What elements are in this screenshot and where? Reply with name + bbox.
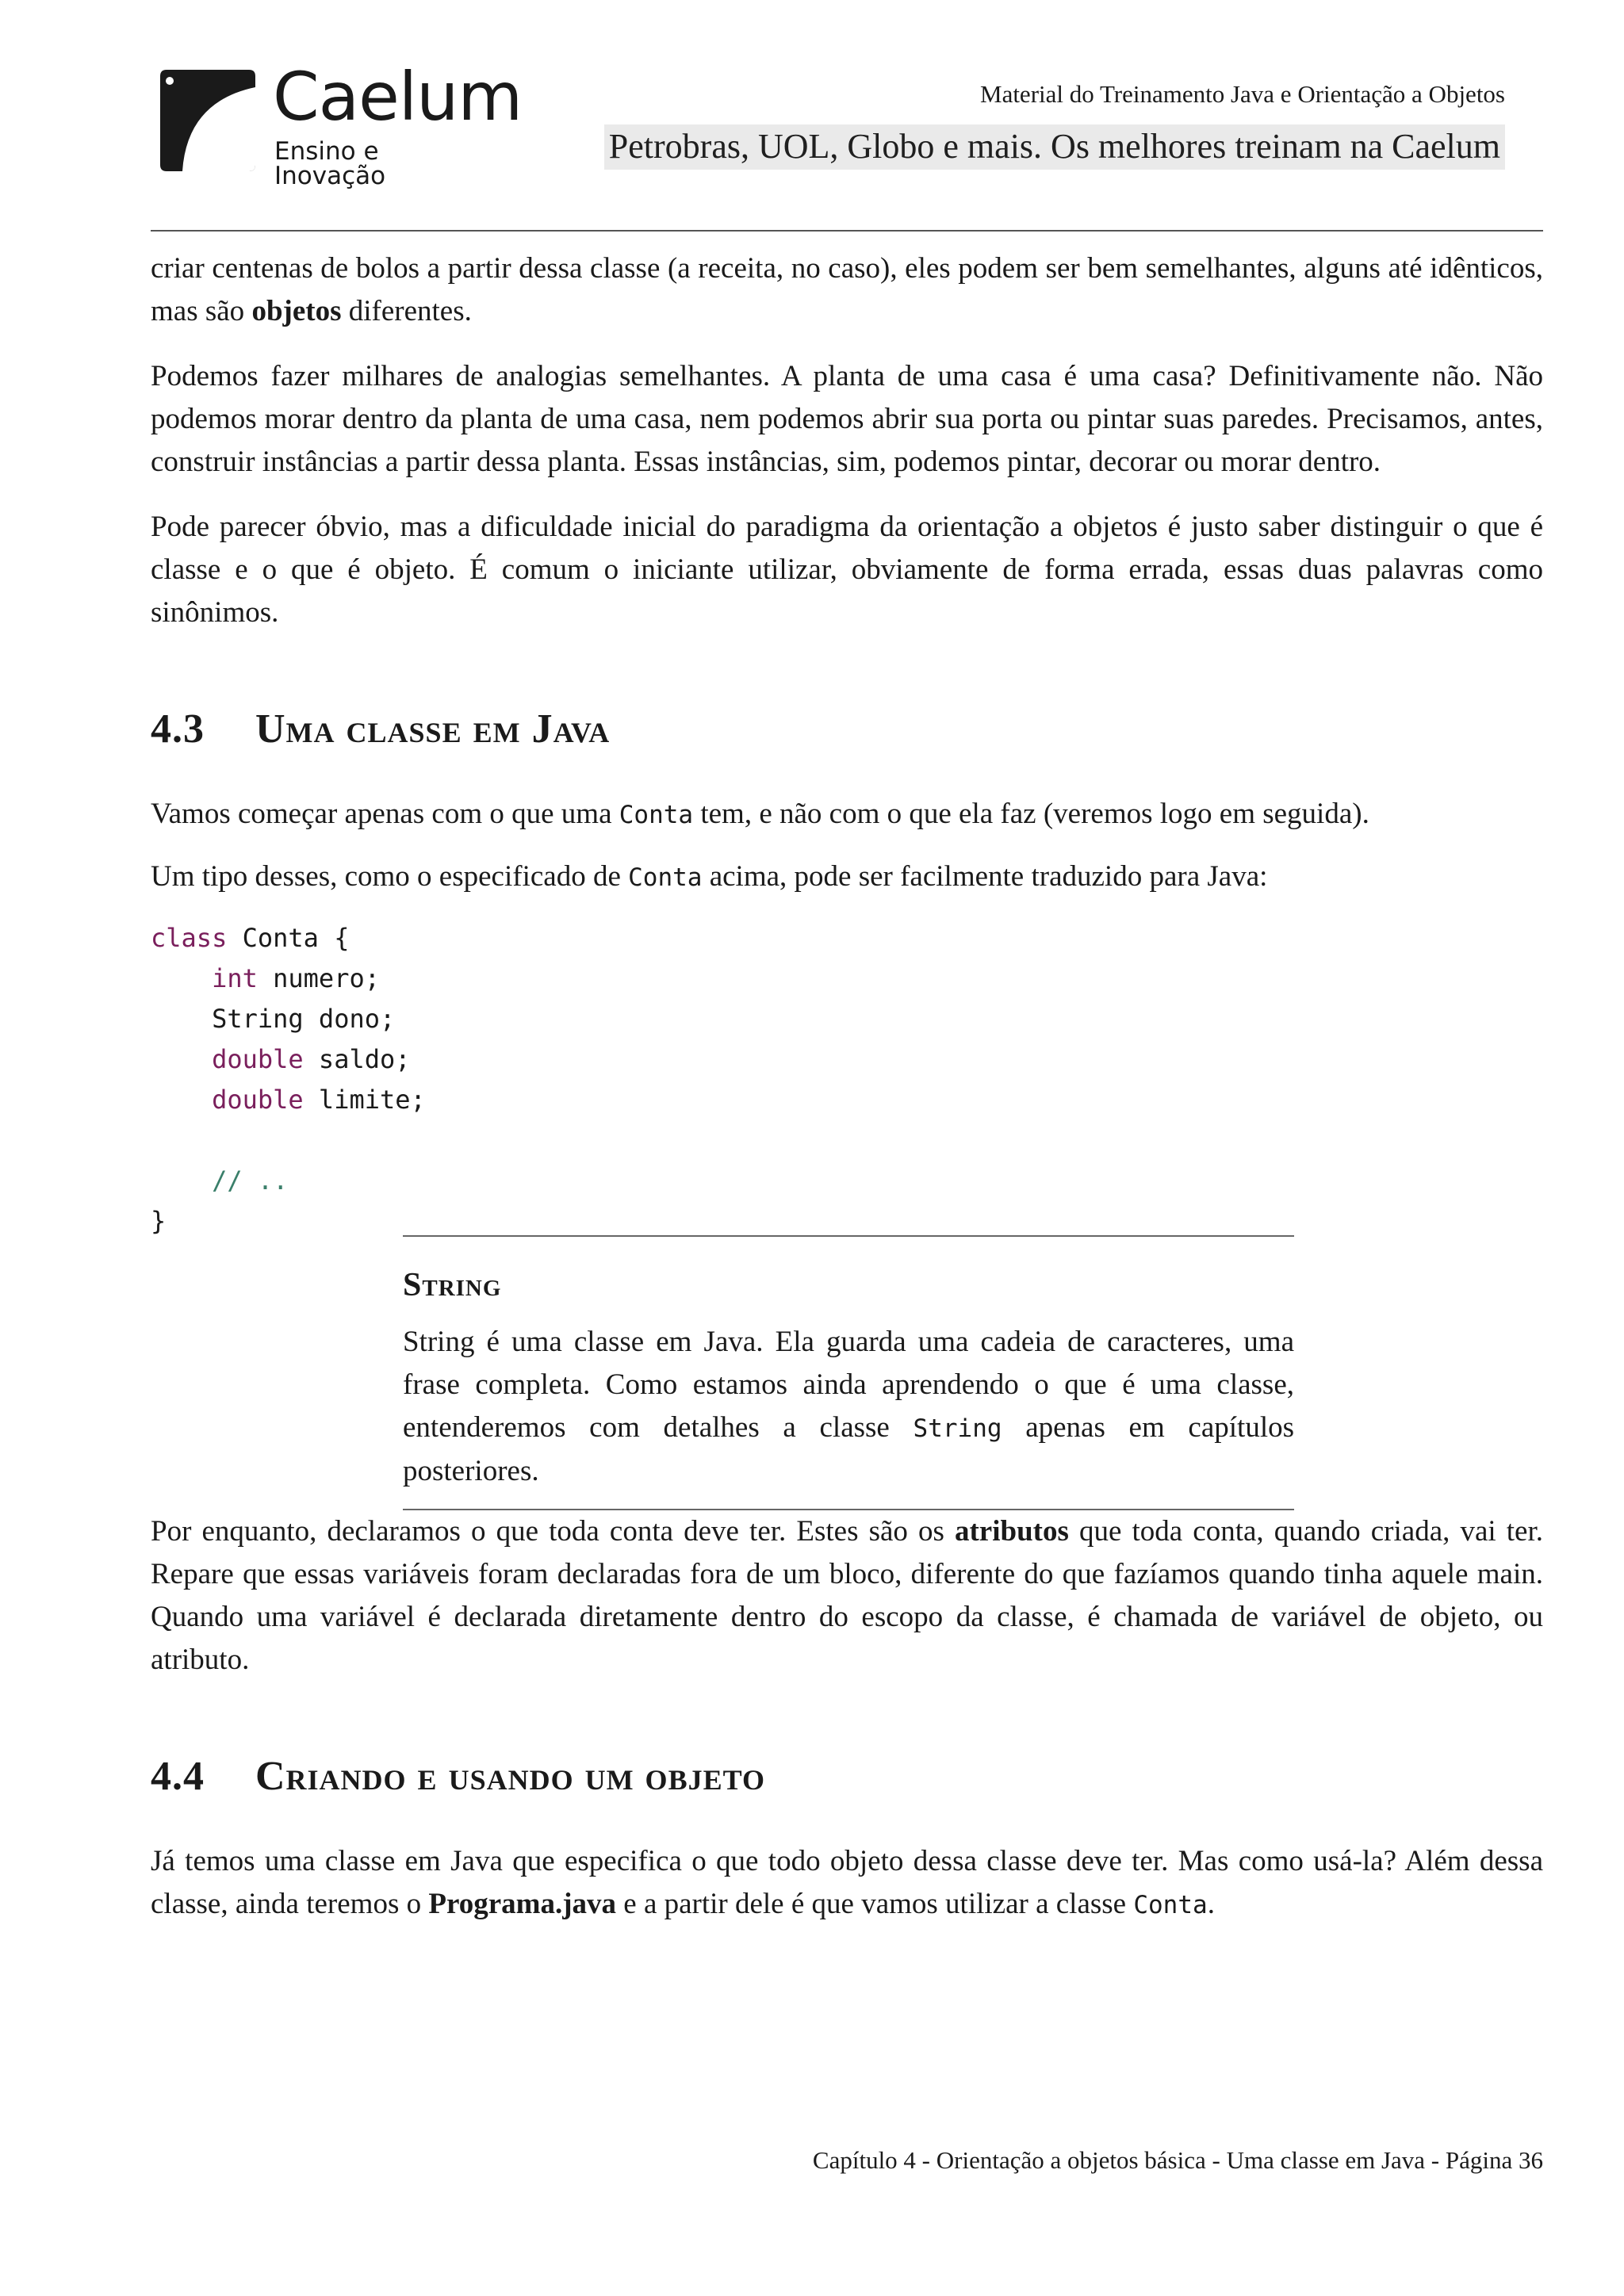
paragraph: Podemos fazer milhares de analogias semelhantes. A planta de uma casa é uma casa? Definitivamente não. Não podemos morar dentro da planta de uma casa, nem podemos abrir sua porta ou pintar suas paredes. Precisamos, antes, construir instâncias a partir dessa planta. Essas instâncias, sim, podemos pintar, decorar ou morar dentro. bbox=[151, 360, 1543, 478]
inline-code: Conta bbox=[628, 863, 703, 892]
caelum-logo bbox=[155, 58, 523, 190]
paragraph: criar centenas de bolos a partir dessa classe (a receita, no caso), eles podem ser bem semelhantes, alguns até idênticos, mas são objetos diferentes. bbox=[151, 252, 1543, 327]
paragraph: Pode parecer óbvio, mas a dificuldade inicial do paradigma da orientação a objetos é justo saber distinguir o que é classe e o que é objeto. É comum o iniciante utilizar, obviamente de forma errada, essas duas palavras como sinônimos. bbox=[151, 511, 1543, 629]
paragraph: Já temos uma classe em Java que especifica o que todo objeto dessa classe deve ter. Mas como usá-la? Além dessa classe, ainda teremos o Programa.java e a partir dele é que vamos utilizar a classe Conta. bbox=[151, 1845, 1543, 1920]
course-title: Material do Treinamento Java e Orientação a Objetos bbox=[980, 80, 1505, 108]
info-box-title: String bbox=[403, 1267, 502, 1303]
section-title: Uma classe em Java bbox=[255, 706, 611, 752]
logo-name: Caelum bbox=[273, 58, 523, 136]
inline-code: Conta bbox=[619, 801, 694, 829]
inline-code: Conta bbox=[1133, 1891, 1208, 1919]
section-heading-4-3 bbox=[151, 706, 1543, 753]
section-heading-4-4 bbox=[151, 1753, 1543, 1800]
caelum-logo-icon bbox=[155, 67, 259, 174]
page-content bbox=[151, 247, 1543, 1949]
info-box-text: String é uma classe em Java. Ela guarda uma cadeia de caracteres, uma frase completa. Como estamos ainda aprendendo o que é uma classe, entenderemos com detalhes a classe String apenas em capítulos posteriores. bbox=[403, 1326, 1295, 1487]
emphasis-objetos: objetos bbox=[251, 295, 342, 327]
paragraph: Vamos começar apenas com o que uma Conta tem, e não com o que ela faz (veremos logo em seguida). bbox=[151, 798, 1369, 830]
code-block: class Conta { int numero; String dono; double saldo; double limite; // .. } bbox=[151, 923, 426, 1236]
emphasis-atributos: atributos bbox=[954, 1515, 1069, 1548]
logo-tagline: Ensino e Inovação bbox=[274, 137, 386, 190]
paragraph: Por enquanto, declaramos o que toda conta deve ter. Estes são os atributos que toda conta, quando criada, vai ter. Repare que essas variáveis foram declaradas fora de um bloco, diferente do que fazíamos quando tinha aquele main. Quando uma variável é declarada diretamente dentro do escopo da classe, é chamada de variável de objeto, ou atributo. bbox=[151, 1515, 1543, 1676]
info-box-string bbox=[403, 1235, 1294, 1510]
header-divider bbox=[151, 230, 1543, 232]
page-footer: Capítulo 4 - Orientação a objetos básica - Uma classe em Java - Página 36 bbox=[812, 2146, 1543, 2174]
emphasis-programa: Programa.java bbox=[428, 1888, 617, 1920]
paragraph: Um tipo desses, como o especificado de Conta acima, pode ser facilmente traduzido para Java: bbox=[151, 860, 1268, 893]
section-number: 4.4 bbox=[151, 1754, 205, 1799]
section-title: Criando e usando um objeto bbox=[255, 1754, 765, 1799]
section-number: 4.3 bbox=[151, 706, 205, 752]
inline-code: String bbox=[913, 1414, 1002, 1443]
promo-banner[interactable]: Petrobras, UOL, Globo e mais. Os melhores treinam na Caelum bbox=[604, 124, 1505, 170]
